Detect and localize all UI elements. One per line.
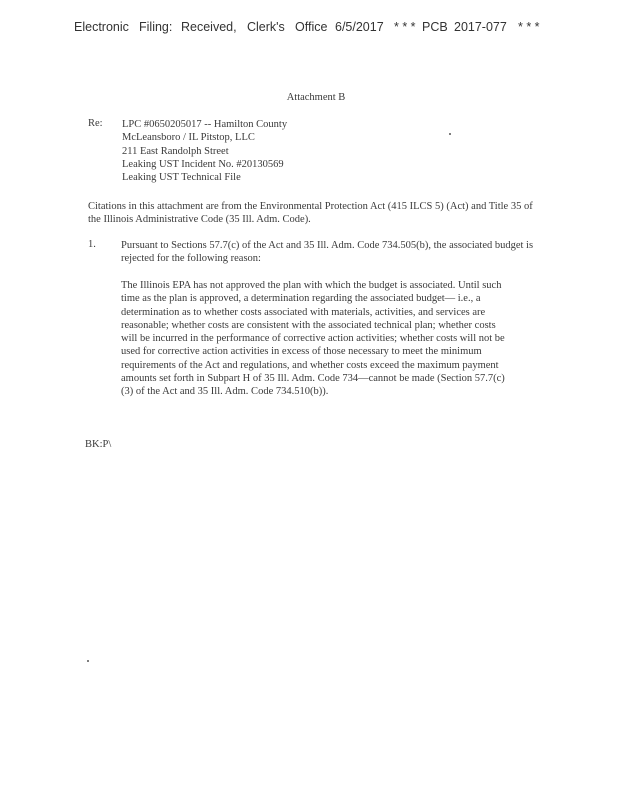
stamp-received: Received, [181,20,237,34]
scan-speck [87,660,89,662]
stamp-case-number: 2017-077 [454,20,507,34]
stamp-clerks: Clerk's [247,20,285,34]
re-label: Re: [88,118,103,129]
citations-paragraph: Citations in this attachment are from the Environmental Protection Act (415 ILCS 5) (Act) and Title 35 of the Illinois Administrative Code (35 Ill. Adm. Code). [88,201,533,226]
document-title: Attachment B [286,92,346,103]
stamp-filing: Filing: [139,20,173,34]
stamp-electronic: Electronic [74,20,129,34]
re-line-company: McLeansboro / IL Pitstop, LLC [122,132,255,144]
reason-paragraph: The Illinois EPA has not approved the plan with which the budget is associated. Until such time as the plan is approved, a determination regarding the associated budget— i.e., a determination as to whether costs associated with materials, activities, and services are reasonable; whether costs are consistent with the associated technical plan; whether costs will be incurred in the performance of corrective action activities; whether costs will not be used for corrective action activities in excess of those necessary to meet the minimum requirements of the Act and regulations, and whether costs exceed the maximum payment amounts set forth in Subpart H of 35 Ill. Adm. Code 734—cannot be made (Section 57.7(c)(3) of the Act and 35 Ill. Adm. Code 734.510(b)). [121,280,505,398]
stamp-stars-left: * * * [394,20,416,34]
scan-speck [449,133,451,135]
re-line-lpc: LPC #0650205017 -- Hamilton County [122,119,288,130]
re-block [122,118,287,184]
stamp-stars-right: * * * [518,20,540,34]
re-line-file: Leaking UST Technical File [122,172,241,184]
author-initials: BK:P\ [85,439,112,450]
stamp-date: 6/5/2017 [335,20,384,34]
stamp-office: Office [295,20,328,34]
re-line-incident: Leaking UST Incident No. #20130569 [122,158,284,170]
item-number: 1. [88,239,96,250]
stamp-pcb: PCB [422,20,448,34]
item-text: Pursuant to Sections 57.7(c) of the Act and 35 Ill. Adm. Code 734.505(b), the associated budget is rejected for the following reason: [121,240,534,265]
re-line-street: 211 East Randolph Street [122,145,229,157]
